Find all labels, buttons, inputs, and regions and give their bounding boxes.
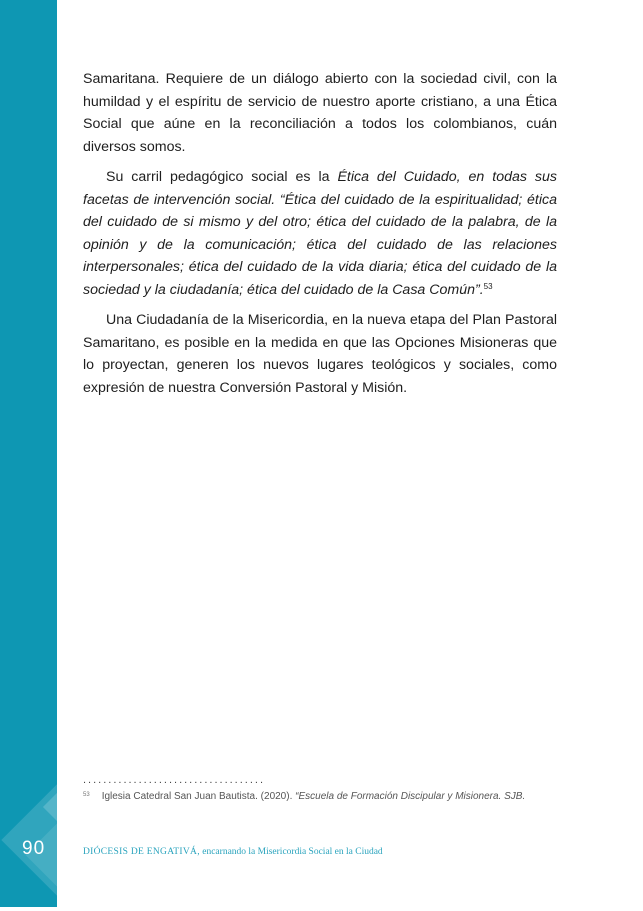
footnote-reference[interactable]: 53: [483, 281, 493, 291]
page-footer: [83, 847, 383, 857]
paragraph-text: Su carril pedagógico social es la: [106, 169, 338, 185]
page-number: 90: [22, 838, 46, 859]
italic-quote: Ética del Cuidado, en todas sus facetas de intervención social. “Ética del cuidado de la espiritualidad; ética del cuidado de si mismo y del otro; ética del cuidado de la palabra, de la opinión y de la comunicación; ética del cuidado de las relaciones interpersonales; ética del cuidado de la vida diaria; ética del cuidado de la sociedad y la ciudadanía; ética del cuidado de la Casa Común”.: [83, 169, 557, 298]
footnote-number: 53: [83, 792, 90, 798]
footnote: [83, 789, 557, 803]
paragraph: Una Ciudadanía de la Misericordia, en la nueva etapa del Plan Pastoral Samaritano, es posible en la medida en que las Opciones Misioneras que lo proyectan, generen los nuevos lugares teológicos y sociales, como expresión de nuestra Conversión Pastoral y Misión.: [83, 312, 557, 396]
paragraph: [83, 166, 557, 301]
footer-tagline: encarnando la Misericordia Social en la Ciudad: [199, 847, 383, 857]
sidebar-band: [0, 0, 57, 907]
body-text: [83, 68, 557, 407]
footnote-separator: ....................................: [83, 774, 266, 786]
paragraph: Samaritana. Requiere de un diálogo abierto con la sociedad civil, con la humildad y el espíritu de servicio de nuestro aporte cristiano, a una Ética Social que aúne en la reconciliación a todos los colombianos, cuán diversos somos.: [83, 71, 557, 155]
footnote-text: Iglesia Catedral San Juan Bautista. (2020).: [101, 791, 296, 802]
footnote-title: “Escuela de Formación Discipular y Misionera. SJB.: [295, 791, 526, 802]
footer-diocese: DIÓCESIS DE ENGATIVÁ,: [83, 847, 200, 857]
